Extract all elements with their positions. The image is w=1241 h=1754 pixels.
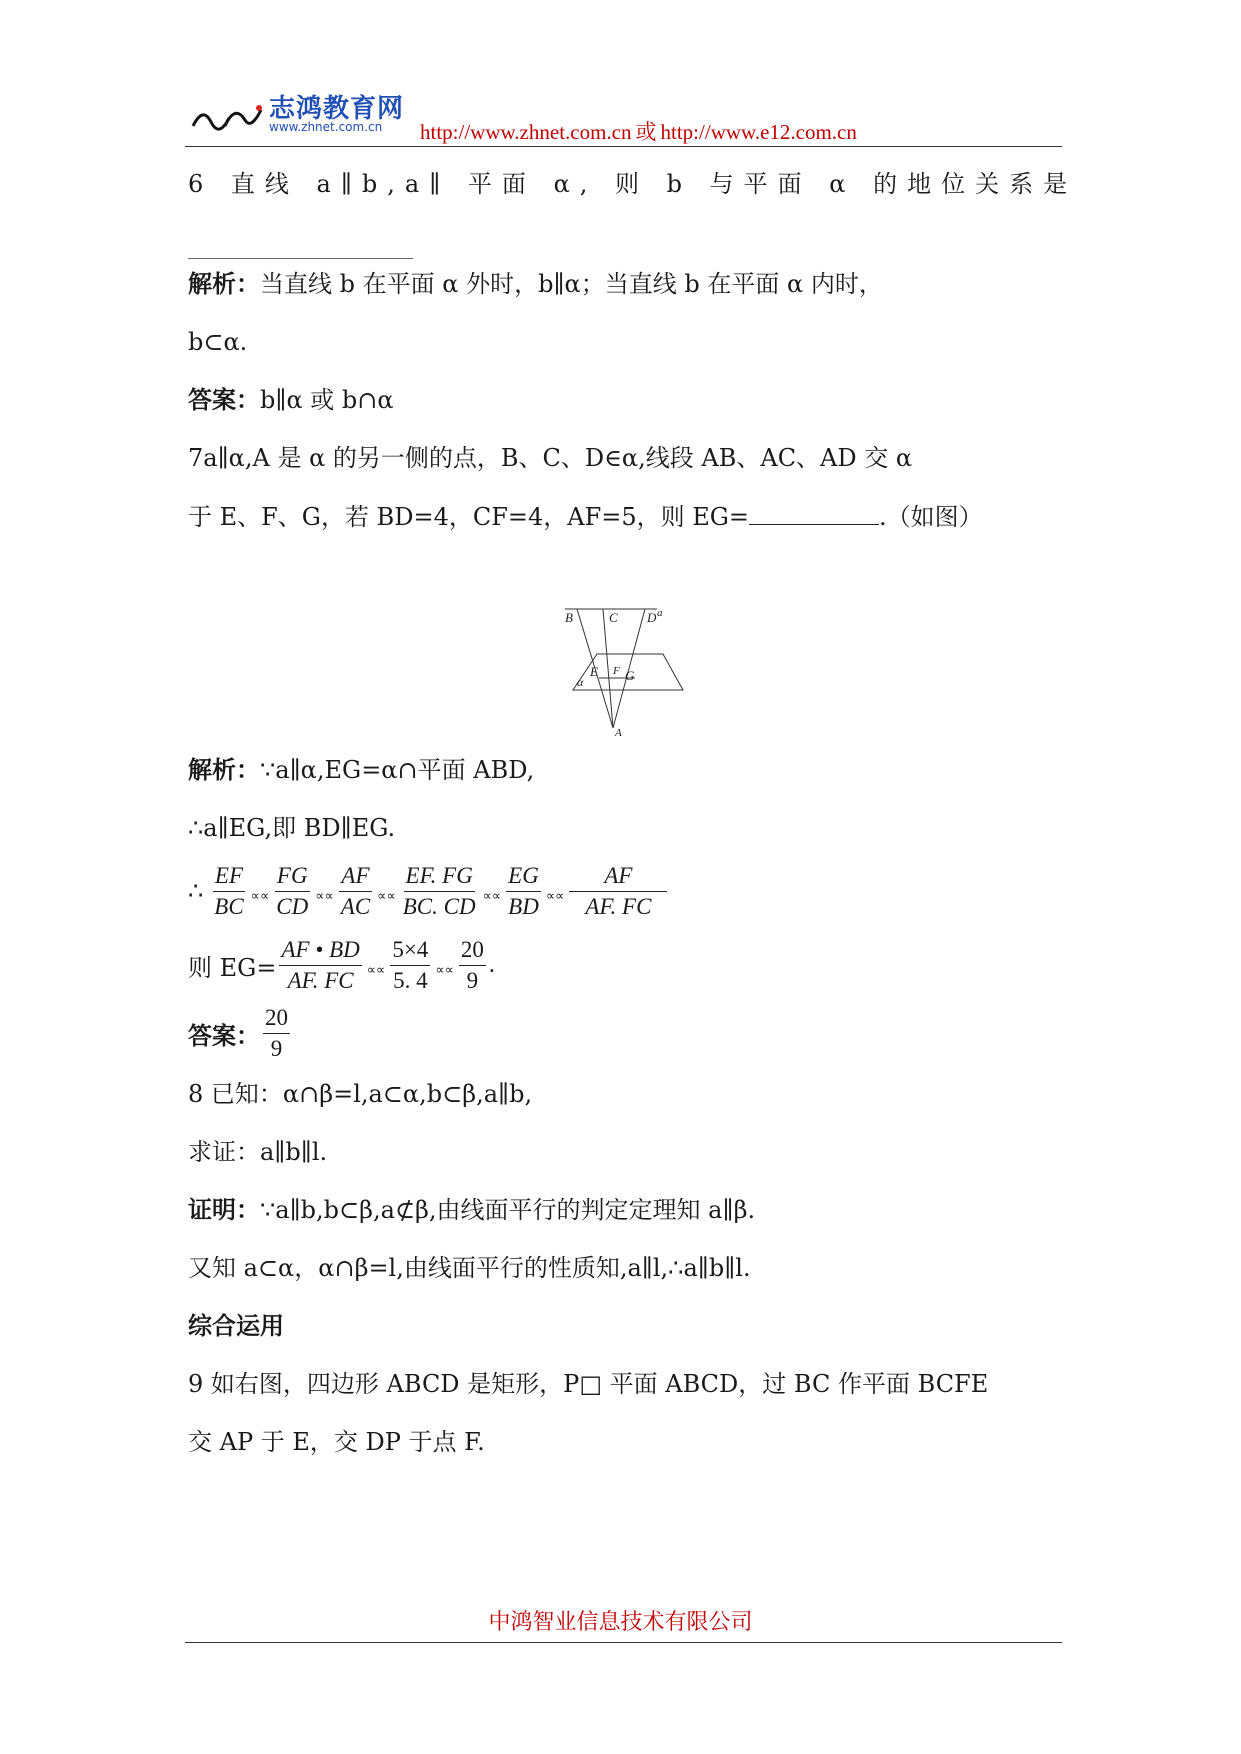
header-links [420, 116, 857, 146]
equal-sign: ∝∝ [377, 887, 396, 903]
analysis-label: 解析： [188, 270, 260, 298]
q6-analysis [188, 268, 883, 300]
q6-analysis-line2: b⊂α. [188, 328, 248, 356]
ratio-fraction: $\frac{EF. FG}{BC. CD}$ [402, 863, 476, 919]
header-link-e12[interactable]: http://www.e12.com.cn [660, 120, 857, 144]
q7-figure-planes [555, 606, 700, 736]
q8-proof [188, 1194, 755, 1226]
q9-line2: 交 AP 于 E，交 DP 于点 F. [188, 1428, 485, 1456]
equal-sign: ∝∝ [435, 961, 454, 977]
header-link-zhnet[interactable]: http://www.zhnet.com.cn [420, 120, 632, 144]
q7-eg-equation [188, 936, 495, 995]
section-title: 综合运用 [188, 1312, 284, 1340]
answer-fraction: $\frac{20}{9}$ [265, 1005, 288, 1061]
q7-answer [188, 1004, 293, 1063]
q6-answer-text: b∥α 或 b∩α [260, 386, 394, 414]
eg-end: . [488, 952, 495, 978]
fig-label-f: F [613, 665, 620, 677]
q8-stem-line2: 求证：a∥b∥l. [188, 1138, 328, 1166]
proof-label: 证明： [188, 1196, 260, 1224]
fig-label-c: C [609, 610, 618, 625]
fig-label-alpha: α [577, 675, 584, 689]
therefore-symbol: ∴ [188, 879, 204, 905]
q7-answer-blank [749, 500, 879, 525]
eg-fraction: $\frac{AF • BD}{AF. FC}$ [281, 937, 360, 993]
fig-label-a-plane: a [657, 607, 663, 619]
ratio-fraction: $\frac{AF}{AF. FC}$ [569, 862, 667, 921]
q7-stem-line2-end: .（如图） [879, 503, 983, 531]
q8-stem-line1: 8 已知：α∩β=l,a⊂α,b⊂β,a∥b, [188, 1080, 533, 1108]
eg-prefix: 则 EG= [188, 954, 277, 982]
equal-sign: ∝∝ [315, 887, 334, 903]
equal-sign: ∝∝ [545, 887, 565, 903]
ratio-fraction: $\frac{AF}{AC}$ [340, 863, 371, 919]
logo-text: 志鸿教育网 [269, 94, 405, 124]
answer-label: 答案： [188, 386, 260, 414]
answer-label: 答案： [188, 1022, 260, 1050]
q7-stem-line2-text: 于 E、F、G，若 BD=4，CF=4，AF=5，则 EG= [188, 503, 750, 531]
equal-sign: ∝∝ [250, 887, 270, 903]
ratio-fraction: $\frac{FG}{CD}$ [276, 863, 309, 919]
q6-analysis-text: 当直线 b 在平面 α 外时，b∥α；当直线 b 在平面 α 内时， [260, 270, 883, 298]
fig-label-e: E [590, 664, 598, 679]
q7-stem-line2 [188, 500, 983, 533]
logo-icon [189, 96, 267, 136]
fig-label-point-a: A [615, 727, 622, 736]
q6-answer [188, 384, 394, 416]
fig-label-g: G [625, 668, 635, 683]
header-divider [185, 146, 1062, 147]
footer-divider [185, 1642, 1062, 1643]
q7-stem-line1: 7a∥α,A 是 α 的另一侧的点，B、C、D∈α,线段 AB、AC、AD 交 α [188, 444, 913, 472]
logo-url: www.zhnet.com.cn [269, 120, 383, 134]
analysis-label: 解析： [188, 756, 260, 784]
q7-analysis-line2: ∴a∥EG,即 BD∥EG. [188, 814, 396, 842]
eg-fraction: $\frac{20}{9}$ [460, 937, 484, 993]
q6-answer-blank [188, 258, 413, 259]
q7-analysis [188, 754, 534, 786]
header-or: 或 [635, 120, 657, 144]
fig-label-b: B [565, 610, 573, 625]
equal-sign: ∝∝ [482, 887, 502, 903]
page-header [185, 88, 1062, 146]
footer-company: 中鸿智业信息技术有限公司 [488, 1610, 753, 1635]
eg-fraction: $\frac{5\times 4}{5. 4}$ [392, 937, 429, 993]
ratio-fraction: $\frac{EF}{BC}$ [214, 863, 244, 919]
q9-line1: 9 如右图，四边形 ABCD 是矩形，P□ 平面 ABCD，过 BC 作平面 BCFE [188, 1370, 989, 1398]
q7-analysis-text: ∵a∥α,EG=α∩平面 ABD, [260, 756, 535, 784]
ratio-fraction: $\frac{EG}{BD}$ [508, 863, 539, 919]
equal-sign: ∝∝ [366, 961, 386, 977]
q8-proof-text: ∵a∥b,b⊂β,a⊄β,由线面平行的判定定理知 a∥β. [260, 1196, 756, 1224]
q6-stem: 6 直线 a∥b,a∥ 平面 α, 则 b 与平面 α 的地位关系是 [188, 170, 1078, 198]
fig-label-d: D [647, 610, 657, 625]
q7-ratio-equation [188, 862, 670, 921]
q8-proof-line2: 又知 a⊂α，α∩β=l,由线面平行的性质知,a∥l,∴a∥b∥l. [188, 1254, 751, 1282]
